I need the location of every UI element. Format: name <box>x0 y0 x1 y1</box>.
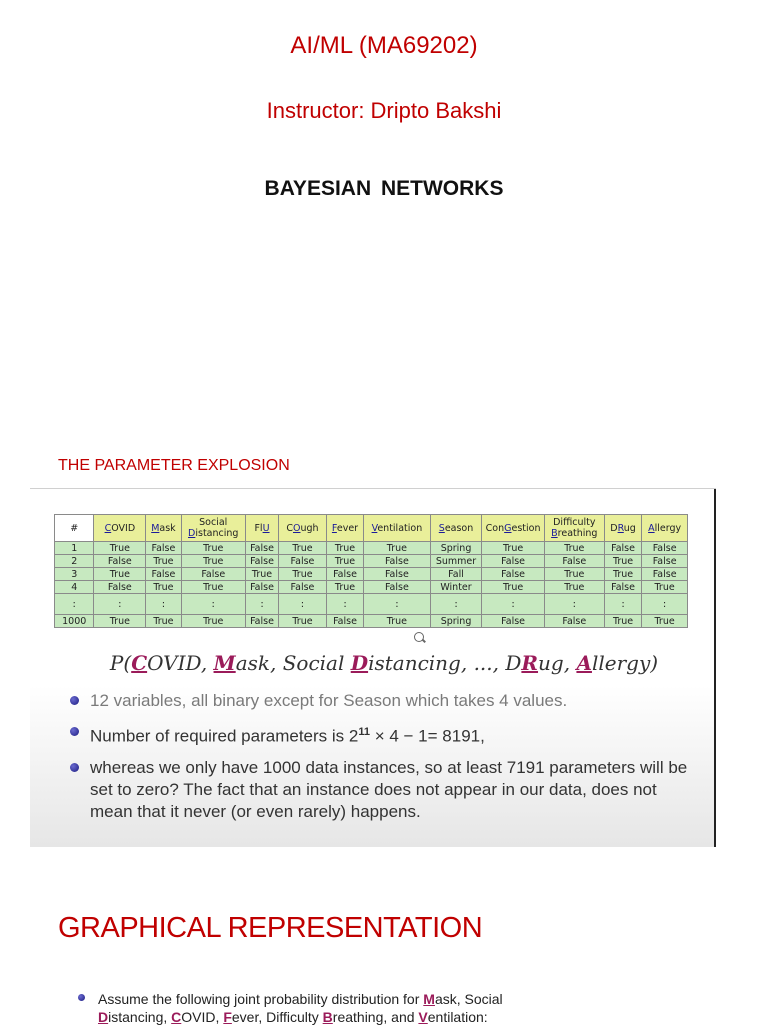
bullet-highlight: F <box>223 1009 232 1025</box>
table-cell: 2 <box>55 555 94 568</box>
table-cell: : <box>642 594 688 615</box>
table-header-cell: COVID <box>94 515 146 542</box>
table-cell: False <box>364 568 430 581</box>
bullet-text: entilation: <box>427 1009 488 1025</box>
table-cell: False <box>364 555 430 568</box>
bullet-exponent: 11 <box>358 726 370 738</box>
table-cell: True <box>544 542 604 555</box>
table-cell: True <box>181 615 245 628</box>
table-cell: True <box>326 542 363 555</box>
table-row <box>55 542 688 555</box>
bullet-dot-icon <box>78 994 85 1001</box>
table-cell: True <box>604 568 641 581</box>
bullet-dot-icon <box>70 696 79 705</box>
table-header-cell: Mask <box>146 515 181 542</box>
table-cell: : <box>482 594 544 615</box>
table-cell: Winter <box>430 581 482 594</box>
table-cell: Summer <box>430 555 482 568</box>
formula-highlight: C <box>131 651 148 675</box>
formula-text: P( <box>109 651 132 675</box>
table-cell: True <box>544 568 604 581</box>
joint-probability-formula <box>0 648 768 678</box>
table-header-cell: Fever <box>326 515 363 542</box>
topic-title: BAYESIAN NETWORKS <box>264 177 504 200</box>
table-cell: True <box>181 542 245 555</box>
table-header-cell: FlU <box>245 515 278 542</box>
table-cell: True <box>364 615 430 628</box>
bullet-data-instances <box>70 757 690 823</box>
formula-highlight: D <box>350 651 369 675</box>
table-cell: : <box>364 594 430 615</box>
table-body <box>55 542 688 628</box>
magnifier-icon <box>414 632 424 642</box>
bullet-highlight: C <box>171 1009 182 1025</box>
table-cell: False <box>544 555 604 568</box>
bullet-text: Number of required parameters is 2 <box>90 726 359 746</box>
joint-distribution-bullet <box>78 990 638 1026</box>
table-cell: False <box>146 568 181 581</box>
table-cell: : <box>604 594 641 615</box>
table-cell: False <box>245 542 278 555</box>
table-cell: True <box>482 581 544 594</box>
table-cell: True <box>279 568 327 581</box>
table-cell: : <box>94 594 146 615</box>
data-table <box>54 514 688 628</box>
table-cell: : <box>279 594 327 615</box>
bullet-text: istancing, <box>108 1009 172 1025</box>
bullet-highlight: M <box>423 991 435 1007</box>
table-header-row <box>55 515 688 542</box>
table-cell: True <box>326 581 363 594</box>
formula-text: OVID, <box>147 651 214 675</box>
table-cell: False <box>181 568 245 581</box>
bullet-highlight: D <box>98 1009 109 1025</box>
bullet-text: Assume the following joint probability distribution for <box>98 991 424 1007</box>
table-cell: False <box>642 568 688 581</box>
table-cell: 1 <box>55 542 94 555</box>
table-cell: True <box>146 615 181 628</box>
table-cell: False <box>364 581 430 594</box>
table-cell: False <box>146 542 181 555</box>
bullet-dot-icon <box>70 763 79 772</box>
table-cell: : <box>245 594 278 615</box>
table-row <box>55 615 688 628</box>
table-header-cell: # <box>55 515 94 542</box>
table-header-cell: Allergy <box>642 515 688 542</box>
formula-highlight: A <box>576 651 592 675</box>
table-cell: True <box>604 615 641 628</box>
table-row <box>55 594 688 615</box>
bullet-dot-icon <box>70 727 79 736</box>
table-cell: 1000 <box>55 615 94 628</box>
table-cell: False <box>245 581 278 594</box>
table-cell: True <box>279 542 327 555</box>
table-cell: False <box>604 581 641 594</box>
bullet-text: whereas we only have 1000 data instances, so at least 7191 parameters will be set to zero? The fact that an instance does not appear in our data, does not mean that it never (or even rarely) happens. <box>90 757 688 821</box>
table-cell: True <box>642 615 688 628</box>
table-cell: False <box>482 568 544 581</box>
table-cell: True <box>181 581 245 594</box>
table-cell: 3 <box>55 568 94 581</box>
table-cell: : <box>326 594 363 615</box>
table-cell: False <box>544 615 604 628</box>
table-cell: False <box>482 615 544 628</box>
bullet-text: 12 variables, all binary except for Season which takes 4 values. <box>90 691 568 710</box>
table-header-cell: DRug <box>604 515 641 542</box>
table-header-cell: Ventilation <box>364 515 430 542</box>
table-cell: True <box>245 568 278 581</box>
bullet-text: ever, Difficulty <box>231 1009 323 1025</box>
table-cell: : <box>146 594 181 615</box>
table-cell: : <box>55 594 94 615</box>
table-header-cell: Social Distancing <box>181 515 245 542</box>
bullet-highlight: V <box>418 1009 428 1025</box>
table-cell: False <box>642 555 688 568</box>
table-header-cell: Difficulty Breathing <box>544 515 604 542</box>
table-cell: True <box>604 555 641 568</box>
formula-text: istancing, ..., D <box>368 651 522 675</box>
table-cell: Spring <box>430 615 482 628</box>
bullet-text: ask, Social <box>434 991 503 1007</box>
formula-text: llergy) <box>591 651 659 675</box>
bullet-text: OVID, <box>181 1009 224 1025</box>
table-cell: : <box>430 594 482 615</box>
table-cell: True <box>482 542 544 555</box>
bullet-joint-distribution <box>78 990 638 1026</box>
table-cell: True <box>326 555 363 568</box>
formula-text: ask, Social <box>235 651 351 675</box>
table-cell: Spring <box>430 542 482 555</box>
data-table-container <box>54 514 688 630</box>
table-cell: False <box>604 542 641 555</box>
table-cell: True <box>94 542 146 555</box>
table-cell: True <box>146 581 181 594</box>
table-cell: True <box>94 615 146 628</box>
bullet-required-parameters <box>70 721 690 748</box>
table-cell: False <box>326 568 363 581</box>
table-cell: True <box>146 555 181 568</box>
course-title: AI/ML (MA69202) <box>290 32 478 59</box>
table-row <box>55 555 688 568</box>
parameter-explosion-heading: THE PARAMETER EXPLOSION <box>58 457 290 474</box>
bullet-text: reathing, and <box>332 1009 419 1025</box>
instructor-name: Instructor: Dripto Bakshi <box>266 98 502 123</box>
table-cell: : <box>181 594 245 615</box>
table-cell: True <box>94 568 146 581</box>
table-cell: False <box>245 615 278 628</box>
bullet-text: × 4 − 1= 8191, <box>369 726 485 746</box>
table-cell: False <box>326 615 363 628</box>
bullet-variables <box>70 690 690 712</box>
bullet-highlight: B <box>322 1009 333 1025</box>
table-cell: True <box>364 542 430 555</box>
parameter-bullet-list <box>70 690 690 832</box>
table-cell: 4 <box>55 581 94 594</box>
table-cell: False <box>94 555 146 568</box>
table-cell: True <box>642 581 688 594</box>
table-cell: Fall <box>430 568 482 581</box>
formula-highlight: M <box>213 651 236 675</box>
table-cell: True <box>279 615 327 628</box>
table-cell: : <box>544 594 604 615</box>
table-header-cell: Season <box>430 515 482 542</box>
table-header-cell: ConGestion <box>482 515 544 542</box>
table-cell: False <box>642 542 688 555</box>
table-cell: True <box>544 581 604 594</box>
graphical-representation-heading: GRAPHICAL REPRESENTATION <box>58 912 483 944</box>
formula-text: ug, <box>538 651 577 675</box>
table-row <box>55 568 688 581</box>
formula-highlight: R <box>521 651 539 675</box>
table-cell: False <box>482 555 544 568</box>
table-cell: False <box>279 581 327 594</box>
table-cell: True <box>181 555 245 568</box>
table-cell: False <box>245 555 278 568</box>
table-cell: False <box>94 581 146 594</box>
table-cell: False <box>279 555 327 568</box>
table-row <box>55 581 688 594</box>
table-header-cell: COugh <box>279 515 327 542</box>
